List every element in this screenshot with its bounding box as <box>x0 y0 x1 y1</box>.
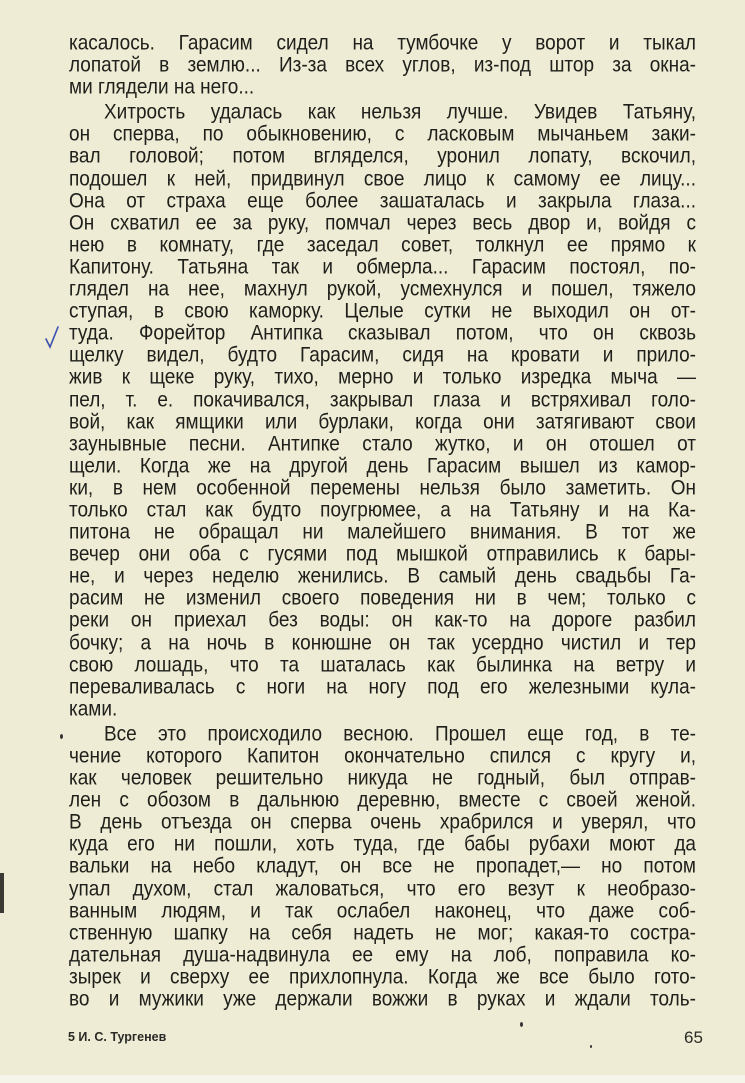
footer-signature: 5 И. С. Тургенев <box>68 1030 167 1044</box>
text-line: подошел к ней, придвинул свое лицо к самому ее лицу... <box>69 167 696 191</box>
text-line: ступая, в свою каморку. Целые сутки не выходил он от- <box>69 299 696 324</box>
text-line: переваливалась с ноги на ногу под его железными кула- <box>69 675 696 699</box>
page-number: 65 <box>684 1028 703 1047</box>
text-line: заунывные песни. Антипке стало жутко, и он отошел от <box>69 432 696 456</box>
text-line: Он схватил ее за руку, помчал через весь двор и, войдя с <box>69 211 696 235</box>
text-line: зырек и сверху ее прихлопнула. Когда же все было гото- <box>69 965 696 990</box>
text-line: чение которого Капитон окончательно спился с кругу и, <box>69 744 696 769</box>
text-line: куда его ни пошли, хоть туда, где бабы рубахи моют да <box>69 833 696 857</box>
text-line: бочку; а на ночь в конюшне он так усердно чистил и тер <box>69 631 696 655</box>
margin-speck <box>60 734 63 739</box>
text-line: только стал как будто поугрюмее, а на Татьяну и на Ка- <box>69 498 696 523</box>
text-line: Хитрость удалась как нельзя лучше. Увидев Татьяну, <box>104 100 696 125</box>
text-line: туда. Форейтор Антипка сказывал потом, что он сквозь <box>69 321 696 346</box>
page-edge <box>0 1075 745 1083</box>
text-line: лопатой в землю... Из-за всех углов, из-под штор за окна- <box>69 53 696 78</box>
text-line: щелку видел, будто Гарасим, сидя на кровати и прило- <box>69 343 696 368</box>
text-line: касалось. Гарасим сидел на тумбочке у ворот и тыкал <box>69 31 696 56</box>
text-line: во и мужики уже держали вожжи в руках и ждали толь- <box>69 987 696 1012</box>
text-line: ки, в нем особенной перемены нельзя было заметить. Он <box>69 476 696 501</box>
page-body-text <box>69 33 696 1014</box>
text-line: ками. <box>69 697 118 722</box>
text-line: щели. Когда же на другой день Гарасим вышел из камор- <box>69 454 696 478</box>
paragraph <box>69 102 696 721</box>
margin-mark <box>0 873 4 913</box>
text-line: Капитону. Татьяна так и обмерла... Гарасим постоял, по- <box>69 255 696 280</box>
text-line: лен с обозом в дальнюю деревню, вместе с своей женой. <box>69 788 696 813</box>
text-line: не, и через неделю женились. В самый день свадьбы Га- <box>69 564 696 589</box>
text-line: вальки на небо кладут, он все не пропадет,— но потом <box>69 855 696 879</box>
paragraph <box>69 33 696 99</box>
footer-speck <box>590 1045 592 1048</box>
text-line: жив к щеке руку, тихо, мерно и только изредка мыча — <box>69 366 696 390</box>
footer-speck <box>520 1022 523 1027</box>
text-line: расим не изменил своего поведения ни в чем; только с <box>69 587 696 611</box>
text-line: глядел на нее, махнул рукой, усмехнулся и пошел, тяжело <box>69 277 696 302</box>
text-line: пел, т. е. покачивался, закрывал глаза и встряхивал голо- <box>69 388 696 412</box>
text-line: вал головой; потом вгляделся, уронил лопату, вскочил, <box>69 145 696 169</box>
text-line: вой, как ямщики или бурлаки, когда они затягивают свои <box>69 410 696 434</box>
text-line: вечер они оба с гусями под мышкой отправились к бары- <box>69 542 696 567</box>
text-line: Она от страха еще более зашаталась и закрыла глаза... <box>69 189 696 213</box>
text-line: свою лошадь, что та шаталась как былинка на ветру и <box>69 653 696 677</box>
pencil-check-mark-icon <box>44 325 60 349</box>
text-line: как человек решительно никуда не годный, был отправ- <box>69 766 696 791</box>
text-line: упал духом, стал жаловаться, что его везут к необразо- <box>69 877 696 901</box>
text-line: нею в комнату, где заседал совет, толкнул ее прямо к <box>69 233 696 258</box>
text-line: дательная душа-надвинула ее ему на лоб, поправила ко- <box>69 943 696 968</box>
text-line: ственную шапку на себя надеть не мог; какая-то состра- <box>69 921 696 945</box>
text-line: ми глядели на него... <box>69 75 255 100</box>
text-line: питона не обращал ни малейшего внимания. В тот же <box>69 520 696 545</box>
paragraph <box>69 724 696 1011</box>
text-line: он сперва, по обыкновению, с ласковым мычаньем заки- <box>69 123 696 147</box>
text-line: Все это происходило весною. Прошел еще год, в те- <box>104 722 696 747</box>
text-line: ванным людям, и так ослабел наконец, что даже соб- <box>69 899 696 923</box>
text-line: В день отъезда он сперва очень храбрился и уверял, что <box>69 810 696 835</box>
text-line: реки он приехал без воды: он как-то на дороге разбил <box>69 609 696 633</box>
